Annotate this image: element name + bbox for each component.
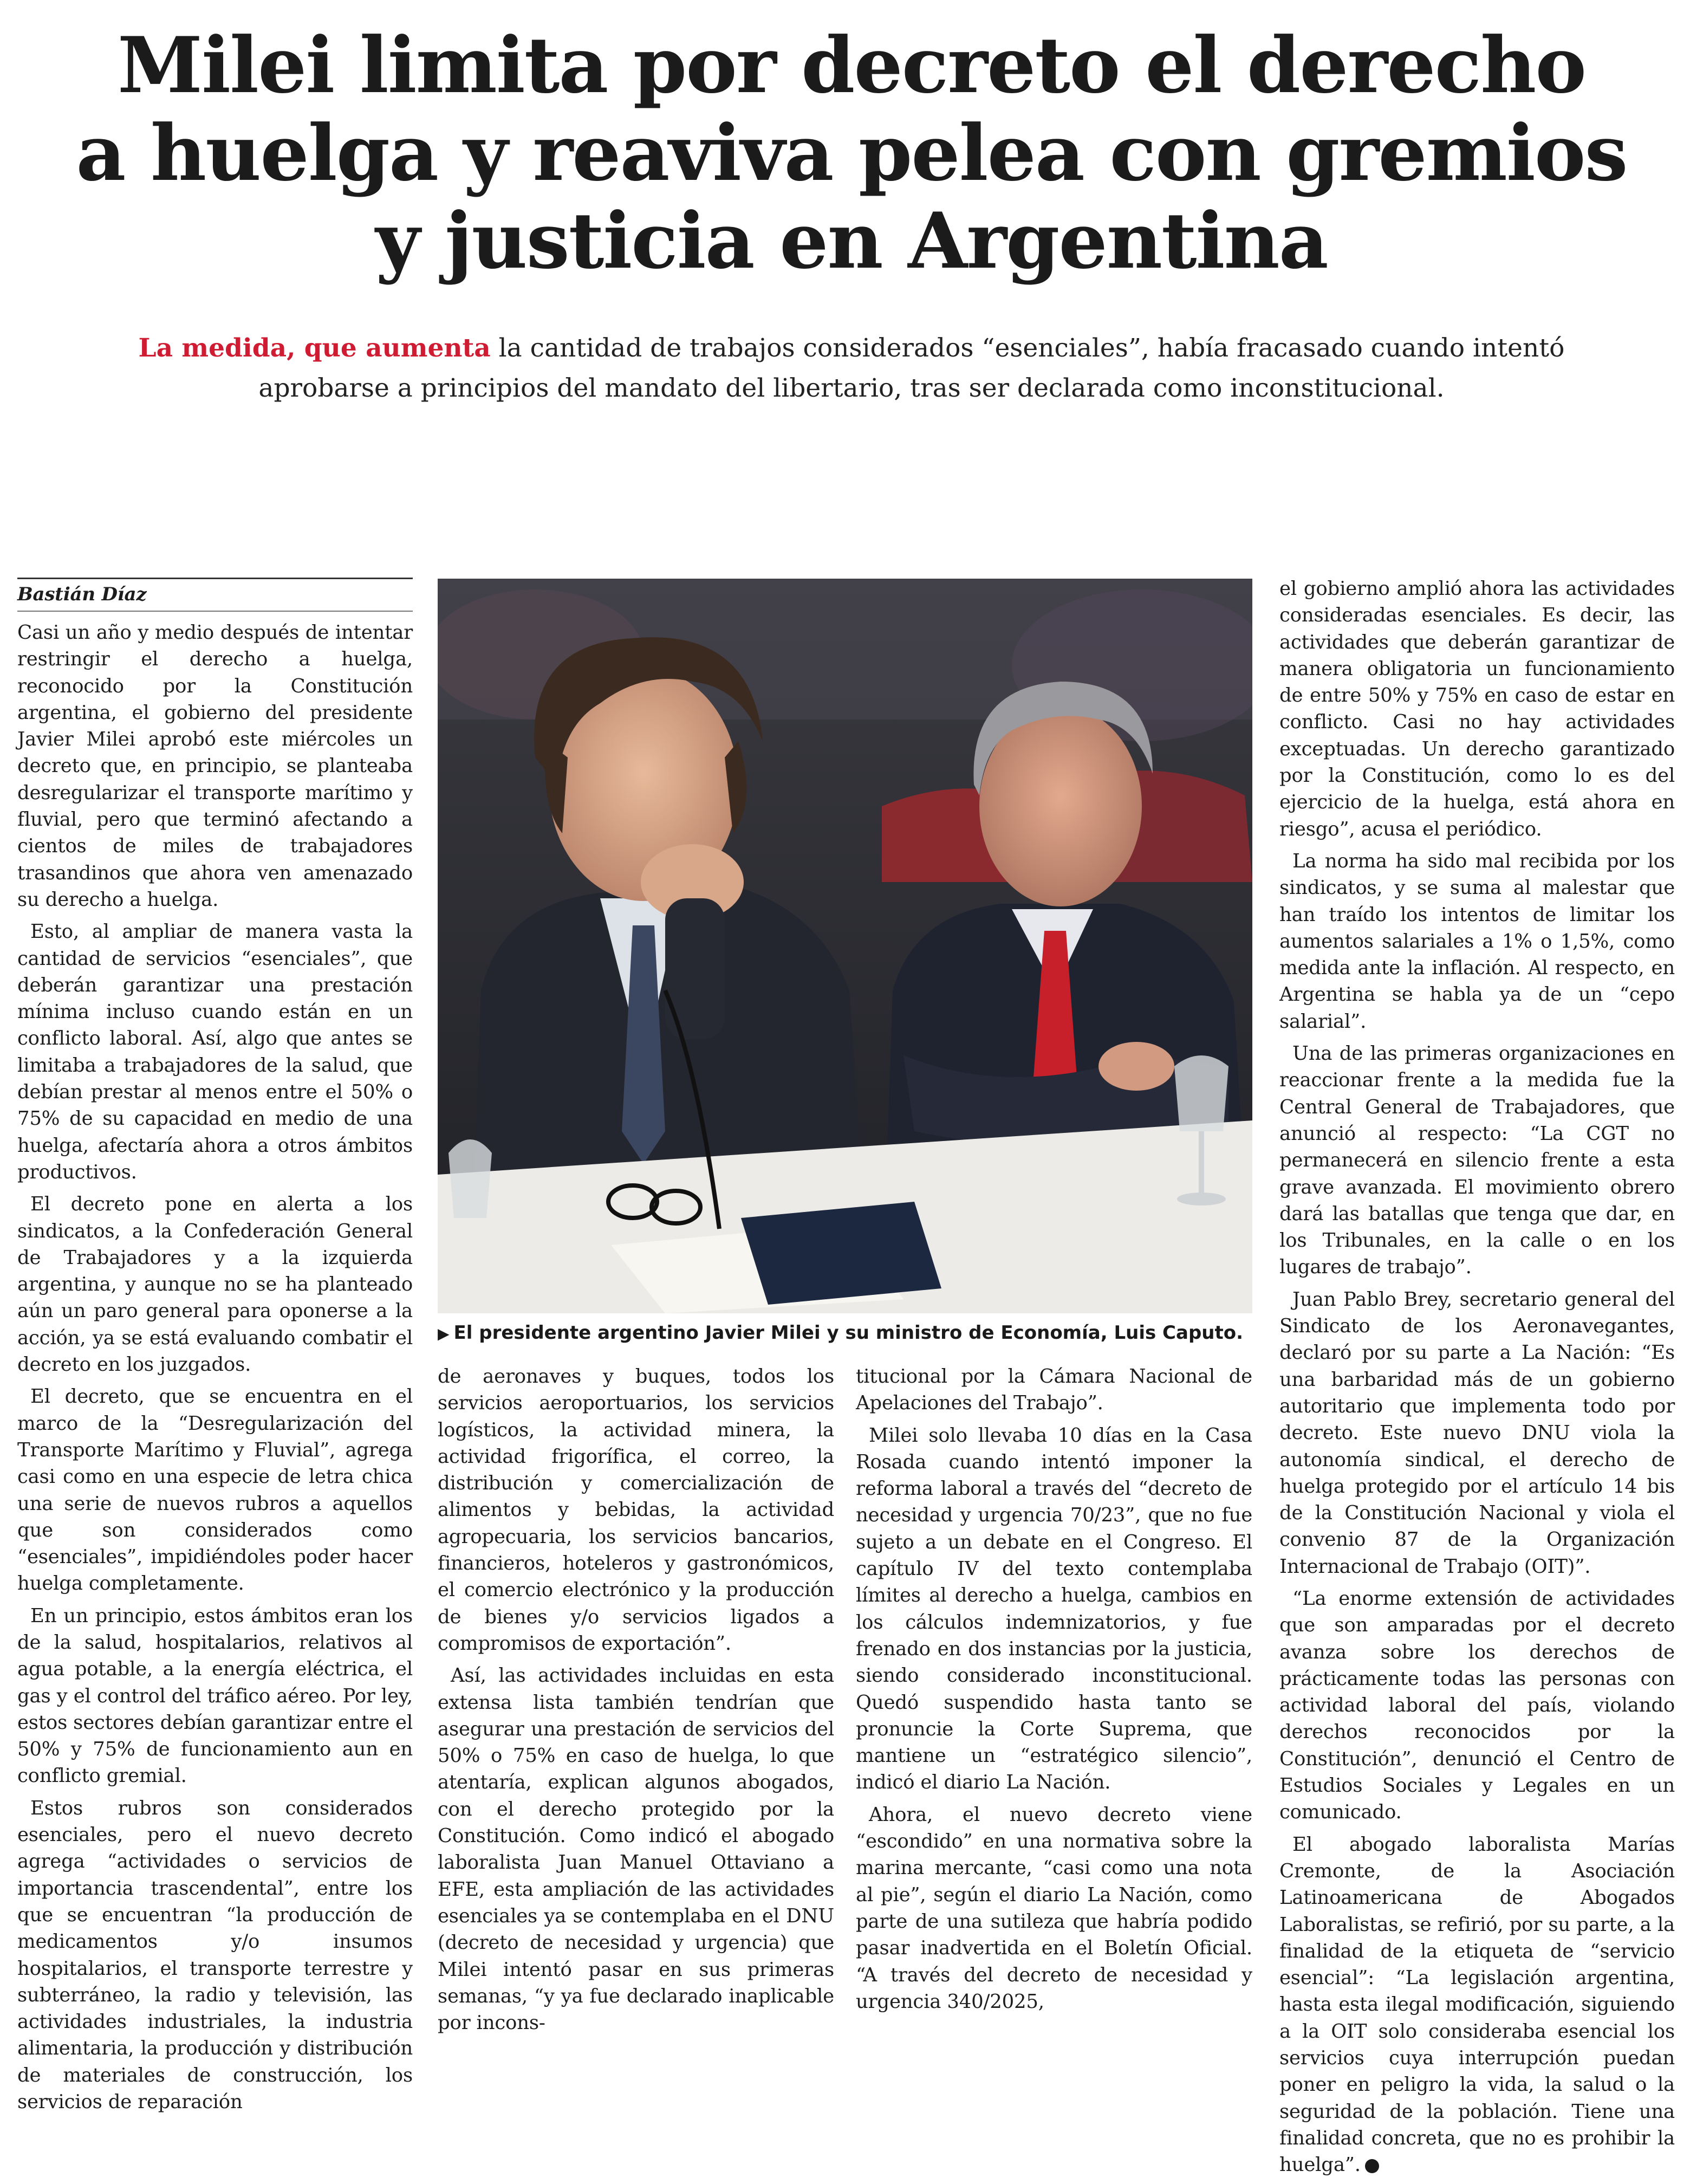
photo-caption xyxy=(438,1320,1252,1347)
paragraph-final xyxy=(1279,1831,1675,2179)
caption-marker-icon: ▶ xyxy=(438,1325,450,1343)
lede-highlight: La medida, que aumenta xyxy=(138,333,491,363)
caption-text: El presidente argentino Javier Milei y su ministro de Economía, Luis Caputo. xyxy=(453,1322,1244,1344)
paragraph: Ahora, el nuevo decreto viene “escondido” en una normativa sobre la marina mercante, “casi como una nota al pie”, según el diario La Nación, como parte de una sutileza que habría podido pasar inadvertida en el Boletín Oficial. “A través del decreto de necesidad y urgencia 340/2025, xyxy=(856,1803,1252,2013)
paragraph: el gobierno amplió ahora las actividades consideradas esenciales. Es decir, las actividades que deberán garantizar de manera obligatoria un funcionamiento de entre 50% y 75% en caso de estar en conflicto. Casi no hay actividades exceptuadas. Un derecho garantizado por la Constitución, como lo es del ejercicio de la huelga, está ahora en riesgo”, acusa el periódico. xyxy=(1279,578,1675,840)
article-column-2 xyxy=(438,1363,834,2042)
photo-illustration xyxy=(438,579,1252,1313)
paragraph: La norma ha sido mal recibida por los sindicatos, y se suma al malestar que han traído los intentos de limitar los aumentos salariales a 1% o 1,5%, como medida ante la inflación. Al respecto, en Argentina se habla ya de un “cepo salarial”. xyxy=(1279,850,1675,1033)
headline-line-2: a huelga y reaviva pelea con gremios xyxy=(76,108,1627,198)
paragraph: titucional por la Cámara Nacional de Apelaciones del Trabajo”. xyxy=(856,1365,1252,1415)
headline-line-1: Milei limita por decreto el derecho xyxy=(117,21,1586,111)
lede xyxy=(87,328,1616,409)
headline xyxy=(0,22,1703,285)
paragraph: Juan Pablo Brey, secretario general del Sindicato de los Aeronavegantes, declaró por su parte a La Nación: “Es una barbaridad más de un gobierno autoritario que implementa todo por decreto. Este nuevo DNU viola la autonomía sindical, el derecho de huelga protegido por el artículo 14 bis de la Constitución Nacional y viola el convenio 87 de la Organización Internacional de Trabajo (OIT)”. xyxy=(1279,1288,1675,1578)
paragraph: Milei solo llevaba 10 días en la Casa Rosada cuando intentó imponer la reforma laboral a través del “decreto de necesidad y urgencia 70/23”, que no fue sujeto a un debate en el Congreso. El capítulo IV del texto contemplaba límites al derecho a huelga, cambios en los cálculos indemnizatorios, y fue frenado en dos instancias por la justicia, siendo considerado inconstitucional. Quedó suspendido hasta tanto se pronuncie la Corte Suprema, que mantiene un “estratégico silencio”, indicó el diario La Nación. xyxy=(856,1424,1252,1794)
article-column-4 xyxy=(1279,575,1675,2184)
article-photo xyxy=(438,579,1252,1313)
headline-line-3: y justicia en Argentina xyxy=(375,196,1328,286)
paragraph: de aeronaves y buques, todos los servicios aeroportuarios, los servicios logísticos, la actividad minera, la actividad frigorífica, el correo, la distribución y comercialización de alimentos y bebidas, la actividad agropecuaria, los servicios bancarios, financieros, hoteleros y gastronómicos, el comercio electrónico y la producción de bienes y/o servicios ligados a compromisos de exportación”. xyxy=(438,1365,834,1655)
article-column-1 xyxy=(17,578,413,2121)
byline: Bastián Díaz xyxy=(17,578,413,612)
paragraph-text: El abogado laboralista Marías Cremonte, de la Asociación Latinoamericana de Abogados Laboralistas, se refirió, por su parte, a la finalidad de la etiqueta de “servicio esencial”: “La legislación argentina, hasta esta ilegal modificación, siguiendo a la OIT solo consideraba esencial los servicios cuya interrupción puedan poner en peligro la vida, la salud o la seguridad de la población. Tiene una finalidad concreta, que no es prohibir la huelga”. xyxy=(1279,1833,1675,2176)
paragraph: En un principio, estos ámbitos eran los de la salud, hospitalarios, relativos al agua potable, a la energía eléctrica, el gas y el control del tráfico aéreo. Por ley, estos sectores debían garantizar entre el 50% y 75% de funcionamiento aun en conflicto gremial. xyxy=(17,1604,413,1787)
paragraph: Una de las primeras organizaciones en reaccionar frente a la medida fue la Central General de Trabajadores, que anunció al respecto: “La CGT no permanecerá en silencio frente a esta grave avanzada. El movimiento obrero dará las batallas que tenga que dar, en los Tribunales, en la calle o en los lugares de trabajo”. xyxy=(1279,1042,1675,1279)
paragraph: “La enorme extensión de actividades que son amparadas por el decreto avanza sobre los derechos de prácticamente todas las personas con actividad laboral del país, violando derechos reconocidos por la Constitución”, denunció el Centro de Estudios Sociales y Legales en un comunicado. xyxy=(1279,1587,1675,1824)
paragraph: Estos rubros son considerados esenciales, pero el nuevo decreto agrega “actividades o servicios de importancia trascendental”, entre los que se encuentran “la producción de medicamentos y/o insumos hospitalarios, el transporte terrestre y subterráneo, la radio y televisión, las actividades industriales, la industria alimentaria, la producción y distribución de materiales de construcción, los servicios de reparación xyxy=(17,1797,413,2114)
paragraph: Esto, al ampliar de manera vasta la cantidad de servicios “esenciales”, que deberán garantizar una prestación mínima incluso cuando están en un conflicto laboral. Así, algo que antes se limitaba a trabajadores de la salud, que debían prestar al menos entre el 50% o 75% de su capacidad en medio de una huelga, afectaría ahora a otros ámbitos productivos. xyxy=(17,921,413,1183)
lede-text: la cantidad de trabajos considerados “esenciales”, había fracasado cuando intentó aprobarse a principios del mandato del libertario, tras ser declarada como inconstitucional. xyxy=(258,333,1565,403)
paragraph: El decreto, que se encuentra en el marco de la “Desregularización del Transporte Marítimo y Fluvial”, agrega casi como en una especie de letra chica una serie de nuevos rubros a aquellos que son considerados como “esenciales”, impidiéndoles poder hacer huelga completamente. xyxy=(17,1385,413,1595)
paragraph: Casi un año y medio después de intentar restringir el derecho a huelga, reconocido por la Constitución argentina, el gobierno del presidente Javier Milei aprobó este miércoles un decreto que, en principio, se planteaba desregularizar el transporte marítimo y fluvial, pero que terminó afectando a cientos de miles de trabajadores trasandinos que ahora ven amenazado su derecho a huelga. xyxy=(17,621,413,911)
article-column-3 xyxy=(856,1363,1252,2020)
end-of-article-icon xyxy=(1365,2159,1379,2173)
paragraph: El decreto pone en alerta a los sindicatos, a la Confederación General de Trabajadores y a la izquierda argentina, y aunque no se ha planteado aún un paro general para oponerse a la acción, ya se está evaluando combatir el decreto en los juzgados. xyxy=(17,1193,413,1376)
paragraph: Así, las actividades incluidas en esta extensa lista también tendrían que asegurar una prestación de servicios del 50% o 75% en caso de huelga, lo que atentaría, explican algunos abogados, con el derecho protegido por la Constitución. Como indicó el abogado laboralista Juan Manuel Ottaviano a EFE, esta ampliación de las actividades esenciales ya se contemplaba en el DNU (decreto de necesidad y urgencia) que Milei intentó pasar en sus primeras semanas, “y ya fue declarado inaplicable por incons- xyxy=(438,1664,834,2034)
